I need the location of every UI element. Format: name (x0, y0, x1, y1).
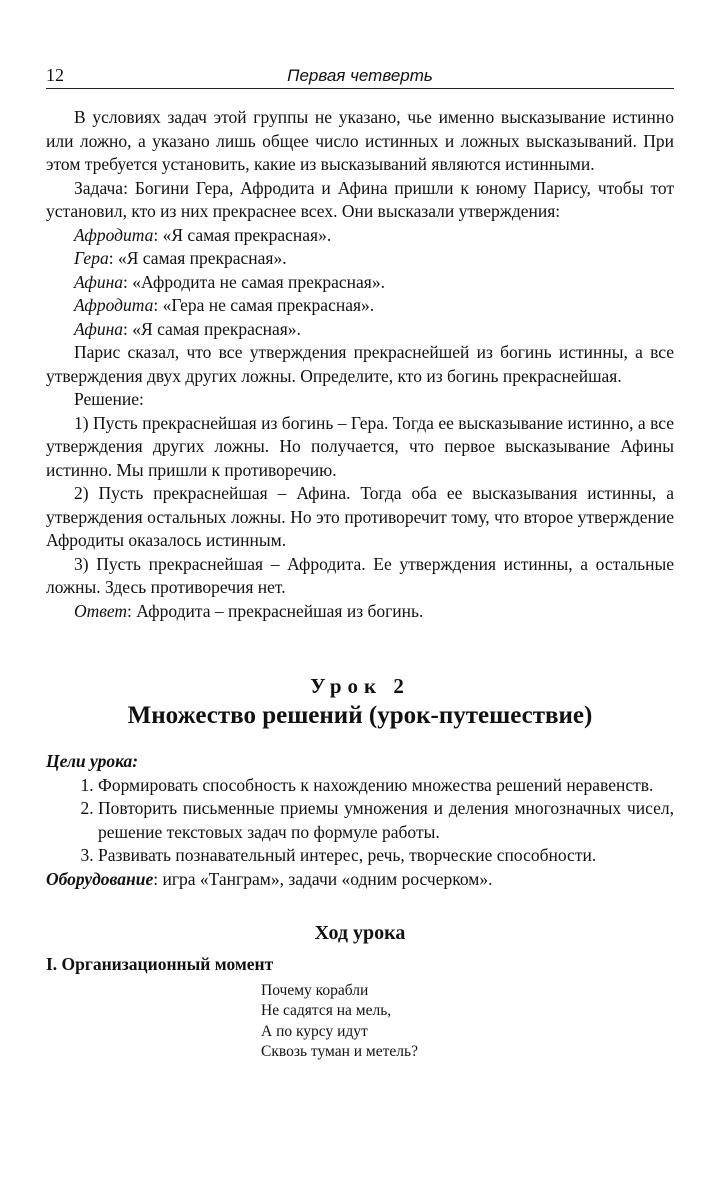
poem-line: Сквозь туман и метель? (261, 1043, 418, 1060)
statement-speaker: Афродита (74, 295, 154, 315)
equipment-paragraph (46, 868, 674, 892)
poem-line: Почему корабли (261, 981, 369, 999)
poem (261, 981, 674, 1063)
course-title: Ход урока (314, 922, 406, 944)
goal-item: 1. Формировать способность к нахождению множества решений неравенств. (98, 774, 674, 798)
running-title: Первая четверть (287, 66, 433, 85)
equipment-text: : игра «Танграм», задачи «одним росчерком». (153, 868, 493, 889)
statement-speaker: Афина (74, 271, 124, 292)
statement-3 (46, 271, 674, 295)
solution-step-1: 1) Пусть прекраснейшая из богинь – Гера. Тогда ее высказывание истинно, а все утверждения других ложны. Но получается, что первое высказывание Афины истинно. Мы пришли к противоречию. (46, 412, 674, 480)
solution-label: Решение: (74, 389, 144, 409)
statement-4 (46, 294, 674, 318)
intro-paragraph: В условиях задач этой группы не указано, чье именно высказывание истинно или ложно, а указано лишь общее число истинных и ложных высказываний. При этом требуется установить, какие из высказываний являются истинными. (46, 107, 674, 174)
section-heading: I. Организационный момент (46, 954, 274, 974)
statement-2 (46, 247, 674, 271)
page-content (46, 106, 674, 1063)
solution-step-3: 3) Пусть прекраснейшая – Афродита. Ее утверждения истинны, а остальные ложны. Здесь противоречия нет. (46, 553, 674, 597)
statement-1 (46, 224, 674, 248)
statement-text: : «Афродита не самая прекрасная». (123, 271, 385, 292)
statement-speaker: Гера (74, 248, 109, 268)
lesson-heading (46, 673, 674, 732)
statement-text: : «Я самая прекрасная». (123, 318, 301, 339)
page-number: 12 (46, 65, 64, 85)
page-header (46, 62, 674, 89)
statement-text: : «Гера не самая прекрасная». (153, 295, 375, 315)
poem-line: Не садятся на мель, (261, 1002, 392, 1019)
goal-item: 3. Развивать познавательный интерес, речь, творческие способности. (98, 844, 674, 868)
goals-label: Цели урока: (46, 751, 139, 771)
statement-text: : «Я самая прекрасная». (153, 224, 332, 245)
lesson-number: Урок 2 (310, 674, 410, 698)
solution-step-2: 2) Пусть прекраснейшая – Афина. Тогда оба ее высказывания истинны, а утверждения остальных ложны. Но это противоречит тому, что второе утверждение Афродиты оказалось истинным. (46, 483, 674, 550)
paris-paragraph: Парис сказал, что все утверждения прекраснейшей из богинь истинны, а все утверждения двух других ложны. Определите, кто из богинь прекраснейшая. (46, 342, 674, 386)
statement-5 (46, 318, 674, 342)
answer-label: Ответ (74, 600, 128, 621)
statement-speaker: Афродита (74, 224, 154, 245)
poem-line: А по курсу идут (261, 1022, 368, 1040)
statement-speaker: Афина (74, 318, 124, 339)
answer-paragraph (46, 600, 674, 624)
statement-text: : «Я самая прекрасная». (108, 248, 287, 268)
goal-item: 2. Повторить письменные приемы умножения и деления многозначных чисел, решение текстовых задач по формуле работы. (98, 797, 674, 844)
goals-list (46, 774, 674, 868)
lesson-title: Множество решений (урок-путешествие) (127, 702, 593, 729)
answer-text: : Афродита – прекраснейшая из богинь. (127, 600, 424, 621)
task-paragraph: Задача: Богини Гера, Афродита и Афина пришли к юному Парису, чтобы тот установил, кто из них прекраснее всех. Они высказали утверждения: (46, 177, 674, 221)
equipment-label: Оборудование (46, 868, 154, 889)
